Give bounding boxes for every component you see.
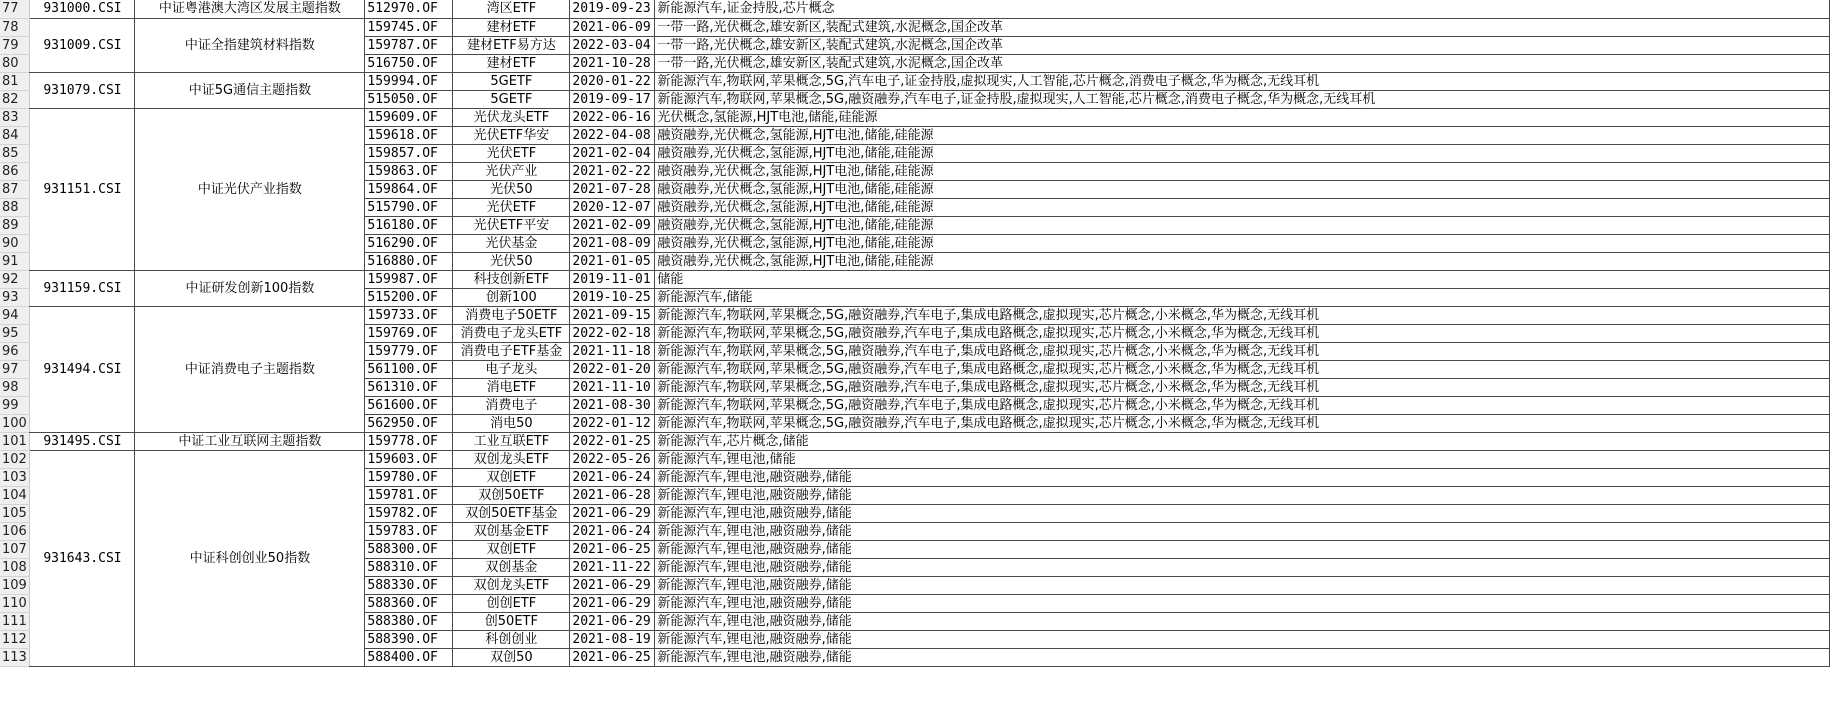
row-number[interactable]: 98: [0, 378, 30, 396]
concept-tags-cell[interactable]: 新能源汽车,物联网,苹果概念,5G,融资融券,汽车电子,集成电路概念,虚拟现实,芯片概念,小米概念,华为概念,无线耳机: [655, 414, 1830, 432]
row-number[interactable]: 90: [0, 234, 30, 252]
row-number[interactable]: 86: [0, 162, 30, 180]
row-number[interactable]: 84: [0, 126, 30, 144]
row-number[interactable]: 80: [0, 54, 30, 72]
index-name-cell[interactable]: 中证科创创业50指数: [135, 450, 365, 666]
fund-code-cell[interactable]: 159769.OF: [365, 324, 453, 342]
fund-name-cell[interactable]: 光伏50: [453, 180, 570, 198]
concept-tags-cell[interactable]: 新能源汽车,锂电池,融资融券,储能: [655, 468, 1830, 486]
fund-code-cell[interactable]: 159745.OF: [365, 18, 453, 36]
fund-code-cell[interactable]: 159987.OF: [365, 270, 453, 288]
listing-date-cell[interactable]: 2021-02-04: [570, 144, 655, 162]
fund-name-cell[interactable]: 双创ETF: [453, 468, 570, 486]
fund-code-cell[interactable]: 159863.OF: [365, 162, 453, 180]
fund-name-cell[interactable]: 光伏产业: [453, 162, 570, 180]
listing-date-cell[interactable]: 2022-01-12: [570, 414, 655, 432]
concept-tags-cell[interactable]: 融资融券,光伏概念,氢能源,HJT电池,储能,硅能源: [655, 162, 1830, 180]
concept-tags-cell[interactable]: 新能源汽车,物联网,苹果概念,5G,融资融券,汽车电子,集成电路概念,虚拟现实,芯片概念,小米概念,华为概念,无线耳机: [655, 396, 1830, 414]
listing-date-cell[interactable]: 2019-11-01: [570, 270, 655, 288]
fund-name-cell[interactable]: 科技创新ETF: [453, 270, 570, 288]
fund-code-cell[interactable]: 561600.OF: [365, 396, 453, 414]
concept-tags-cell[interactable]: 新能源汽车,锂电池,融资融券,储能: [655, 522, 1830, 540]
concept-tags-cell[interactable]: 融资融券,光伏概念,氢能源,HJT电池,储能,硅能源: [655, 234, 1830, 252]
listing-date-cell[interactable]: 2021-09-15: [570, 306, 655, 324]
index-code-cell[interactable]: 931159.CSI: [30, 270, 135, 306]
listing-date-cell[interactable]: 2021-06-29: [570, 594, 655, 612]
row-number[interactable]: 85: [0, 144, 30, 162]
concept-tags-cell[interactable]: 新能源汽车,物联网,苹果概念,5G,融资融券,汽车电子,集成电路概念,虚拟现实,芯片概念,小米概念,华为概念,无线耳机: [655, 342, 1830, 360]
fund-code-cell[interactable]: 588380.OF: [365, 612, 453, 630]
listing-date-cell[interactable]: 2022-01-25: [570, 432, 655, 450]
fund-code-cell[interactable]: 516180.OF: [365, 216, 453, 234]
table-row: [0, 270, 1830, 288]
row-number[interactable]: 96: [0, 342, 30, 360]
concept-tags-cell[interactable]: 新能源汽车,锂电池,融资融券,储能: [655, 558, 1830, 576]
concept-tags-cell[interactable]: 新能源汽车,锂电池,融资融券,储能: [655, 504, 1830, 522]
listing-date-cell[interactable]: 2021-11-10: [570, 378, 655, 396]
listing-date-cell[interactable]: 2021-08-09: [570, 234, 655, 252]
concept-tags-cell[interactable]: 一带一路,光伏概念,雄安新区,装配式建筑,水泥概念,国企改革: [655, 18, 1830, 36]
index-name-cell[interactable]: 中证5G通信主题指数: [135, 72, 365, 108]
table-row: [0, 72, 1830, 90]
fund-code-cell[interactable]: 588330.OF: [365, 576, 453, 594]
index-code-cell[interactable]: 931151.CSI: [30, 108, 135, 270]
index-code-cell[interactable]: 931494.CSI: [30, 306, 135, 432]
row-number[interactable]: 103: [0, 468, 30, 486]
row-number[interactable]: 91: [0, 252, 30, 270]
listing-date-cell[interactable]: 2021-11-22: [570, 558, 655, 576]
table-row: [0, 0, 1830, 18]
concept-tags-cell[interactable]: 新能源汽车,锂电池,融资融券,储能: [655, 630, 1830, 648]
concept-tags-cell[interactable]: 新能源汽车,锂电池,融资融券,储能: [655, 540, 1830, 558]
listing-date-cell[interactable]: 2022-06-16: [570, 108, 655, 126]
index-code-cell[interactable]: 931643.CSI: [30, 450, 135, 666]
fund-code-cell[interactable]: 516290.OF: [365, 234, 453, 252]
fund-code-cell[interactable]: 561310.OF: [365, 378, 453, 396]
index-code-cell[interactable]: 931009.CSI: [30, 18, 135, 72]
fund-code-cell[interactable]: 159781.OF: [365, 486, 453, 504]
fund-name-cell[interactable]: 光伏50: [453, 252, 570, 270]
row-number[interactable]: 102: [0, 450, 30, 468]
listing-date-cell[interactable]: 2021-08-30: [570, 396, 655, 414]
table-row: [0, 18, 1830, 36]
fund-code-cell[interactable]: 562950.OF: [365, 414, 453, 432]
listing-date-cell[interactable]: 2021-06-24: [570, 468, 655, 486]
listing-date-cell[interactable]: 2022-03-04: [570, 36, 655, 54]
table-row: [0, 450, 1830, 468]
concept-tags-cell[interactable]: 新能源汽车,物联网,苹果概念,5G,融资融券,汽车电子,集成电路概念,虚拟现实,芯片概念,小米概念,华为概念,无线耳机: [655, 360, 1830, 378]
fund-code-cell[interactable]: 516750.OF: [365, 54, 453, 72]
fund-code-cell[interactable]: 159787.OF: [365, 36, 453, 54]
concept-tags-cell[interactable]: 一带一路,光伏概念,雄安新区,装配式建筑,水泥概念,国企改革: [655, 36, 1830, 54]
listing-date-cell[interactable]: 2022-02-18: [570, 324, 655, 342]
listing-date-cell[interactable]: 2021-06-29: [570, 612, 655, 630]
row-number[interactable]: 93: [0, 288, 30, 306]
row-number[interactable]: 99: [0, 396, 30, 414]
index-name-cell[interactable]: 中证消费电子主题指数: [135, 306, 365, 432]
fund-name-cell[interactable]: 创新100: [453, 288, 570, 306]
row-number[interactable]: 87: [0, 180, 30, 198]
concept-tags-cell[interactable]: 融资融券,光伏概念,氢能源,HJT电池,储能,硅能源: [655, 252, 1830, 270]
row-number[interactable]: 97: [0, 360, 30, 378]
listing-date-cell[interactable]: 2021-01-05: [570, 252, 655, 270]
fund-code-cell[interactable]: 159618.OF: [365, 126, 453, 144]
listing-date-cell[interactable]: 2019-10-25: [570, 288, 655, 306]
fund-code-cell[interactable]: 159782.OF: [365, 504, 453, 522]
fund-name-cell[interactable]: 光伏龙头ETF: [453, 108, 570, 126]
listing-date-cell[interactable]: 2019-09-23: [570, 0, 655, 18]
row-number[interactable]: 81: [0, 72, 30, 90]
fund-name-cell[interactable]: 光伏ETF: [453, 144, 570, 162]
row-number[interactable]: 113: [0, 648, 30, 666]
table-row: [0, 432, 1830, 450]
listing-date-cell[interactable]: 2022-01-20: [570, 360, 655, 378]
listing-date-cell[interactable]: 2022-05-26: [570, 450, 655, 468]
fund-name-cell[interactable]: 双创龙头ETF: [453, 576, 570, 594]
fund-code-cell[interactable]: 516880.OF: [365, 252, 453, 270]
concept-tags-cell[interactable]: 新能源汽车,锂电池,融资融券,储能: [655, 576, 1830, 594]
fund-name-cell[interactable]: 光伏ETF平安: [453, 216, 570, 234]
row-number[interactable]: 82: [0, 90, 30, 108]
concept-tags-cell[interactable]: 融资融券,光伏概念,氢能源,HJT电池,储能,硅能源: [655, 126, 1830, 144]
fund-code-cell[interactable]: 159603.OF: [365, 450, 453, 468]
row-number[interactable]: 111: [0, 612, 30, 630]
fund-name-cell[interactable]: 光伏基金: [453, 234, 570, 252]
index-name-cell[interactable]: 中证光伏产业指数: [135, 108, 365, 270]
row-number[interactable]: 94: [0, 306, 30, 324]
index-name-cell[interactable]: 中证粤港澳大湾区发展主题指数: [135, 0, 365, 18]
concept-tags-cell[interactable]: 新能源汽车,锂电池,融资融券,储能: [655, 594, 1830, 612]
concept-tags-cell[interactable]: 光伏概念,氢能源,HJT电池,储能,硅能源: [655, 108, 1830, 126]
row-number[interactable]: 110: [0, 594, 30, 612]
fund-name-cell[interactable]: 双创龙头ETF: [453, 450, 570, 468]
listing-date-cell[interactable]: 2021-06-24: [570, 522, 655, 540]
fund-name-cell[interactable]: 消费电子龙头ETF: [453, 324, 570, 342]
fund-code-cell[interactable]: 588400.OF: [365, 648, 453, 666]
listing-date-cell[interactable]: 2021-06-29: [570, 576, 655, 594]
fund-name-cell[interactable]: 消电ETF: [453, 378, 570, 396]
listing-date-cell[interactable]: 2021-06-29: [570, 504, 655, 522]
fund-code-cell[interactable]: 561100.OF: [365, 360, 453, 378]
listing-date-cell[interactable]: 2020-12-07: [570, 198, 655, 216]
fund-name-cell[interactable]: 创创ETF: [453, 594, 570, 612]
fund-name-cell[interactable]: 湾区ETF: [453, 0, 570, 18]
fund-name-cell[interactable]: 消费电子: [453, 396, 570, 414]
fund-name-cell[interactable]: 消费电子50ETF: [453, 306, 570, 324]
fund-name-cell[interactable]: 科创创业: [453, 630, 570, 648]
index-name-cell[interactable]: 中证工业互联网主题指数: [135, 432, 365, 450]
fund-code-cell[interactable]: 159778.OF: [365, 432, 453, 450]
fund-name-cell[interactable]: 消电50: [453, 414, 570, 432]
fund-name-cell[interactable]: 电子龙头: [453, 360, 570, 378]
fund-name-cell[interactable]: 创50ETF: [453, 612, 570, 630]
fund-code-cell[interactable]: 512970.OF: [365, 0, 453, 18]
fund-name-cell[interactable]: 双创基金ETF: [453, 522, 570, 540]
row-number[interactable]: 77: [0, 0, 30, 18]
table-row: [0, 306, 1830, 324]
index-name-cell[interactable]: 中证全指建筑材料指数: [135, 18, 365, 72]
listing-date-cell[interactable]: 2021-06-25: [570, 540, 655, 558]
fund-code-cell[interactable]: 588360.OF: [365, 594, 453, 612]
row-number[interactable]: 100: [0, 414, 30, 432]
table-row: [0, 108, 1830, 126]
row-number[interactable]: 112: [0, 630, 30, 648]
fund-code-cell[interactable]: 159994.OF: [365, 72, 453, 90]
concept-tags-cell[interactable]: 新能源汽车,储能: [655, 288, 1830, 306]
row-number[interactable]: 108: [0, 558, 30, 576]
listing-date-cell[interactable]: 2021-02-22: [570, 162, 655, 180]
row-number[interactable]: 78: [0, 18, 30, 36]
listing-date-cell[interactable]: 2021-07-28: [570, 180, 655, 198]
concept-tags-cell[interactable]: 储能: [655, 270, 1830, 288]
row-number[interactable]: 88: [0, 198, 30, 216]
concept-tags-cell[interactable]: 融资融券,光伏概念,氢能源,HJT电池,储能,硅能源: [655, 198, 1830, 216]
concept-tags-cell[interactable]: 新能源汽车,锂电池,融资融券,储能: [655, 612, 1830, 630]
fund-code-cell[interactable]: 588310.OF: [365, 558, 453, 576]
fund-code-cell[interactable]: 159780.OF: [365, 468, 453, 486]
row-number[interactable]: 101: [0, 432, 30, 450]
row-number[interactable]: 106: [0, 522, 30, 540]
concept-tags-cell[interactable]: 新能源汽车,物联网,苹果概念,5G,融资融券,汽车电子,集成电路概念,虚拟现实,芯片概念,小米概念,华为概念,无线耳机: [655, 306, 1830, 324]
listing-date-cell[interactable]: 2019-09-17: [570, 90, 655, 108]
row-number[interactable]: 109: [0, 576, 30, 594]
fund-code-cell[interactable]: 159783.OF: [365, 522, 453, 540]
fund-name-cell[interactable]: 建材ETF易方达: [453, 36, 570, 54]
row-number[interactable]: 107: [0, 540, 30, 558]
fund-name-cell[interactable]: 工业互联ETF: [453, 432, 570, 450]
listing-date-cell[interactable]: 2021-10-28: [570, 54, 655, 72]
concept-tags-cell[interactable]: 新能源汽车,证金持股,芯片概念: [655, 0, 1830, 18]
index-code-cell[interactable]: 931495.CSI: [30, 432, 135, 450]
listing-date-cell[interactable]: 2021-06-09: [570, 18, 655, 36]
row-number[interactable]: 104: [0, 486, 30, 504]
fund-name-cell[interactable]: 5GETF: [453, 90, 570, 108]
index-name-cell[interactable]: 中证研发创新100指数: [135, 270, 365, 306]
fund-code-cell[interactable]: 515200.OF: [365, 288, 453, 306]
fund-name-cell[interactable]: 双创50ETF: [453, 486, 570, 504]
fund-code-cell[interactable]: 515790.OF: [365, 198, 453, 216]
concept-tags-cell[interactable]: 新能源汽车,锂电池,融资融券,储能: [655, 648, 1830, 666]
concept-tags-cell[interactable]: 一带一路,光伏概念,雄安新区,装配式建筑,水泥概念,国企改革: [655, 54, 1830, 72]
concept-tags-cell[interactable]: 新能源汽车,物联网,苹果概念,5G,融资融券,汽车电子,集成电路概念,虚拟现实,芯片概念,小米概念,华为概念,无线耳机: [655, 378, 1830, 396]
listing-date-cell[interactable]: 2021-11-18: [570, 342, 655, 360]
fund-code-cell[interactable]: 515050.OF: [365, 90, 453, 108]
concept-tags-cell[interactable]: 新能源汽车,物联网,苹果概念,5G,融资融券,汽车电子,集成电路概念,虚拟现实,芯片概念,小米概念,华为概念,无线耳机: [655, 324, 1830, 342]
fund-code-cell[interactable]: 159779.OF: [365, 342, 453, 360]
listing-date-cell[interactable]: 2021-06-25: [570, 648, 655, 666]
concept-tags-cell[interactable]: 融资融券,光伏概念,氢能源,HJT电池,储能,硅能源: [655, 144, 1830, 162]
listing-date-cell[interactable]: 2022-04-08: [570, 126, 655, 144]
concept-tags-cell[interactable]: 新能源汽车,物联网,苹果概念,5G,汽车电子,证金持股,虚拟现实,人工智能,芯片概念,消费电子概念,华为概念,无线耳机: [655, 72, 1830, 90]
fund-name-cell[interactable]: 双创50ETF基金: [453, 504, 570, 522]
fund-name-cell[interactable]: 双创基金: [453, 558, 570, 576]
fund-name-cell[interactable]: 双创50: [453, 648, 570, 666]
row-number[interactable]: 95: [0, 324, 30, 342]
listing-date-cell[interactable]: 2021-02-09: [570, 216, 655, 234]
row-number[interactable]: 92: [0, 270, 30, 288]
concept-tags-cell[interactable]: 新能源汽车,锂电池,融资融券,储能: [655, 486, 1830, 504]
row-number[interactable]: 105: [0, 504, 30, 522]
fund-code-cell[interactable]: 159864.OF: [365, 180, 453, 198]
fund-name-cell[interactable]: 双创ETF: [453, 540, 570, 558]
row-number[interactable]: 83: [0, 108, 30, 126]
concept-tags-cell[interactable]: 新能源汽车,物联网,苹果概念,5G,融资融券,汽车电子,证金持股,虚拟现实,人工智能,芯片概念,消费电子概念,华为概念,无线耳机: [655, 90, 1830, 108]
row-number[interactable]: 79: [0, 36, 30, 54]
row-number[interactable]: 89: [0, 216, 30, 234]
concept-tags-cell[interactable]: 融资融券,光伏概念,氢能源,HJT电池,储能,硅能源: [655, 180, 1830, 198]
concept-tags-cell[interactable]: 新能源汽车,芯片概念,储能: [655, 432, 1830, 450]
listing-date-cell[interactable]: 2020-01-22: [570, 72, 655, 90]
fund-name-cell[interactable]: 5GETF: [453, 72, 570, 90]
listing-date-cell[interactable]: 2021-06-28: [570, 486, 655, 504]
fund-code-cell[interactable]: 159857.OF: [365, 144, 453, 162]
fund-code-cell[interactable]: 588300.OF: [365, 540, 453, 558]
index-code-cell[interactable]: 931000.CSI: [30, 0, 135, 18]
listing-date-cell[interactable]: 2021-08-19: [570, 630, 655, 648]
concept-tags-cell[interactable]: 新能源汽车,锂电池,储能: [655, 450, 1830, 468]
fund-name-cell[interactable]: 光伏ETF: [453, 198, 570, 216]
fund-code-cell[interactable]: 159733.OF: [365, 306, 453, 324]
fund-name-cell[interactable]: 建材ETF: [453, 54, 570, 72]
fund-name-cell[interactable]: 消费电子ETF基金: [453, 342, 570, 360]
fund-code-cell[interactable]: 588390.OF: [365, 630, 453, 648]
fund-name-cell[interactable]: 建材ETF: [453, 18, 570, 36]
index-code-cell[interactable]: 931079.CSI: [30, 72, 135, 108]
fund-name-cell[interactable]: 光伏ETF华安: [453, 126, 570, 144]
concept-tags-cell[interactable]: 融资融券,光伏概念,氢能源,HJT电池,储能,硅能源: [655, 216, 1830, 234]
fund-code-cell[interactable]: 159609.OF: [365, 108, 453, 126]
